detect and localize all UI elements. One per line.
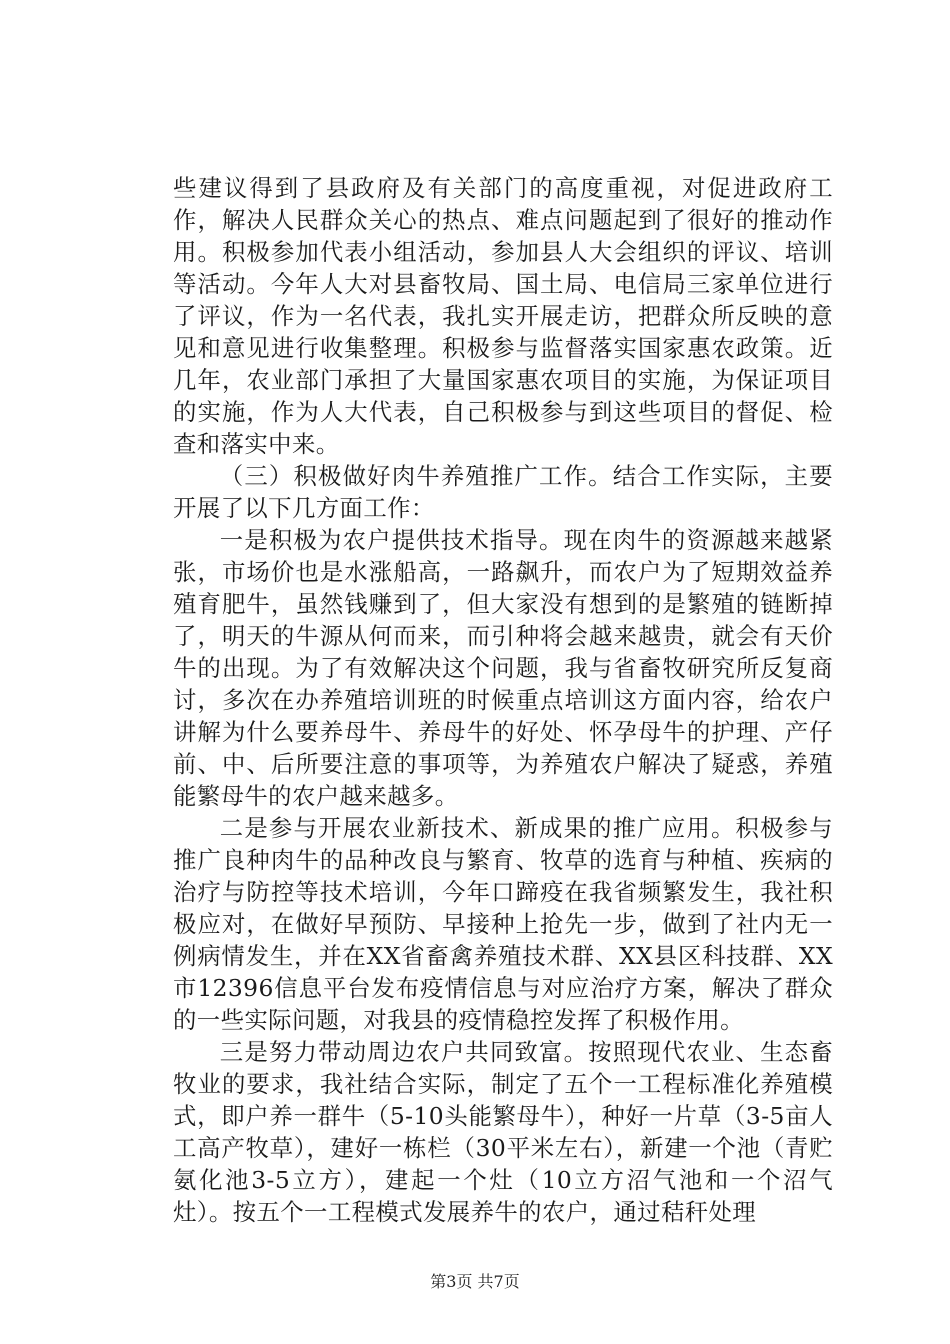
paragraph-3: 一是积极为农户提供技术指导。现在肉牛的资源越来越紧张，市场价也是水涨船高，一路飙升，而农户为了短期效益养殖育肥牛，虽然钱赚到了，但大家没有想到的是繁殖的链断掉了，明天的牛源从何而来，而引种将会越来越贵，就会有天价牛的出现。为了有效解决这个问题，我与省畜牧研究所反复商讨，多次在办养殖培训班的时候重点培训这方面内容，给农户讲解为什么要养母牛、养母牛的好处、怀孕母牛的护理、产仔前、中、后所要注意的事项等，为养殖农户解决了疑惑，养殖能繁母牛的农户越来越多。 (173, 526, 833, 810)
paragraph-1: 些建议得到了县政府及有关部门的高度重视，对促进政府工作，解决人民群众关心的热点、难点问题起到了很好的推动作用。积极参加代表小组活动，参加县人大会组织的评议、培训等活动。今年人大对县畜牧局、国土局、电信局三家单位进行了评议，作为一名代表，我扎实开展走访，把群众所反映的意见和意见进行收集整理。积极参与监督落实国家惠农政策。近几年，农业部门承担了大量国家惠农项目的实施，为保证项目的实施，作为人大代表，自己积极参与到这些项目的督促、检查和落实中来。 (173, 174, 833, 458)
document-body (173, 172, 833, 1228)
paragraph-2: （三）积极做好肉牛养殖推广工作。结合工作实际，主要开展了以下几方面工作： (173, 462, 833, 522)
paragraph-5: 三是努力带动周边农户共同致富。按照现代农业、生态畜牧业的要求，我社结合实际，制定了五个一工程标准化养殖模式，即户养一群牛（5-10头能繁母牛），种好一片草（3-5亩人工高产牧草），建好一栋栏（30平米左右），新建一个池（青贮氨化池3-5立方），建起一个灶（10立方沼气池和一个沼气灶）。按五个一工程模式发展养牛的农户，通过秸秆处理 (173, 1038, 833, 1226)
page-number: 第3页 共7页 (430, 1272, 520, 1291)
page-footer (0, 1272, 950, 1292)
paragraph-4: 二是参与开展农业新技术、新成果的推广应用。积极参与推广良种肉牛的品种改良与繁育、牧草的选育与种植、疾病的治疗与防控等技术培训，今年口蹄疫在我省频繁发生，我社积极应对，在做好早预防、早接种上抢先一步，做到了社内无一例病情发生，并在XX省畜禽养殖技术群、XX县区科技群、XX市12396信息平台发布疫情信息与对应治疗方案，解决了群众的一些实际问题，对我县的疫情稳控发挥了积极作用。 (173, 814, 833, 1034)
